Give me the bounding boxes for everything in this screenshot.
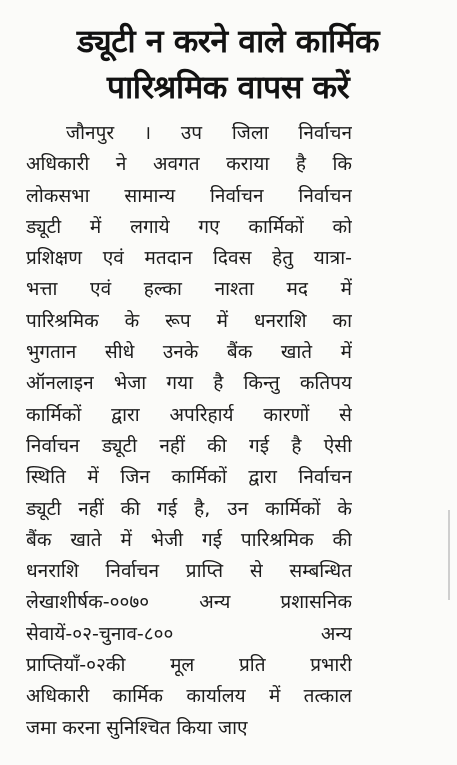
body-line: निर्वाचन ड्यूटी नहीं की गई है ऐसी [26, 434, 352, 457]
body-line: भत्ता एवं हल्का नाश्ता मद में [26, 278, 352, 301]
headline-line-2: पारिश्रमिक वापस करें [106, 68, 350, 106]
body-line: धनराशि निर्वाचन प्राप्ति से सम्बन्धित [26, 560, 352, 583]
body-line: पारिश्रमिक के रूप में धनराशि का [26, 309, 352, 332]
body-line: लेखाशीर्षक-००७० अन्य प्रशासनिक [26, 591, 352, 614]
body-line: प्राप्तियाँ-०२की मूल प्रति प्रभारी [26, 654, 352, 677]
headline-line-1: ड्यूटी न करने वाले कार्मिक [76, 22, 380, 60]
article-body [26, 118, 352, 744]
body-line: ड्यूटी में लगाये गए कार्मिकों को [26, 215, 352, 238]
body-line: अधिकारी ने अवगत कराया है कि [26, 153, 352, 176]
body-line: अधिकारी कार्मिक कार्यालय में तत्काल [26, 685, 352, 708]
body-line: बैंक खाते में भेजी गई पारिश्रमिक की [26, 528, 352, 551]
body-line: सेवायें-०२-चुनाव-८०० अन्य [26, 622, 352, 645]
body-line: लोकसभा सामान्य निर्वाचन निर्वाचन [26, 184, 352, 207]
column-rule [448, 510, 450, 600]
body-line: जौनपुर । उप जिला निर्वाचन [66, 122, 352, 144]
headline [18, 18, 438, 110]
body-line: स्थिति में जिन कार्मिकों द्वारा निर्वाचन [26, 466, 352, 489]
body-line: ड्यूटी नहीं की गई है, उन कार्मिकों के [26, 497, 352, 520]
body-line: भुगतान सीधे उनके बैंक खाते में [26, 341, 352, 364]
body-line: ऑनलाइन भेजा गया है किन्तु कतिपय [26, 372, 352, 395]
body-line: प्रशिक्षण एवं मतदान दिवस हेतु यात्रा- [26, 247, 352, 270]
body-line: जमा करना सुनिश्चित किया जाए [26, 716, 248, 739]
body-line: कार्मिकों द्वारा अपरिहार्य कारणों से [26, 403, 352, 426]
